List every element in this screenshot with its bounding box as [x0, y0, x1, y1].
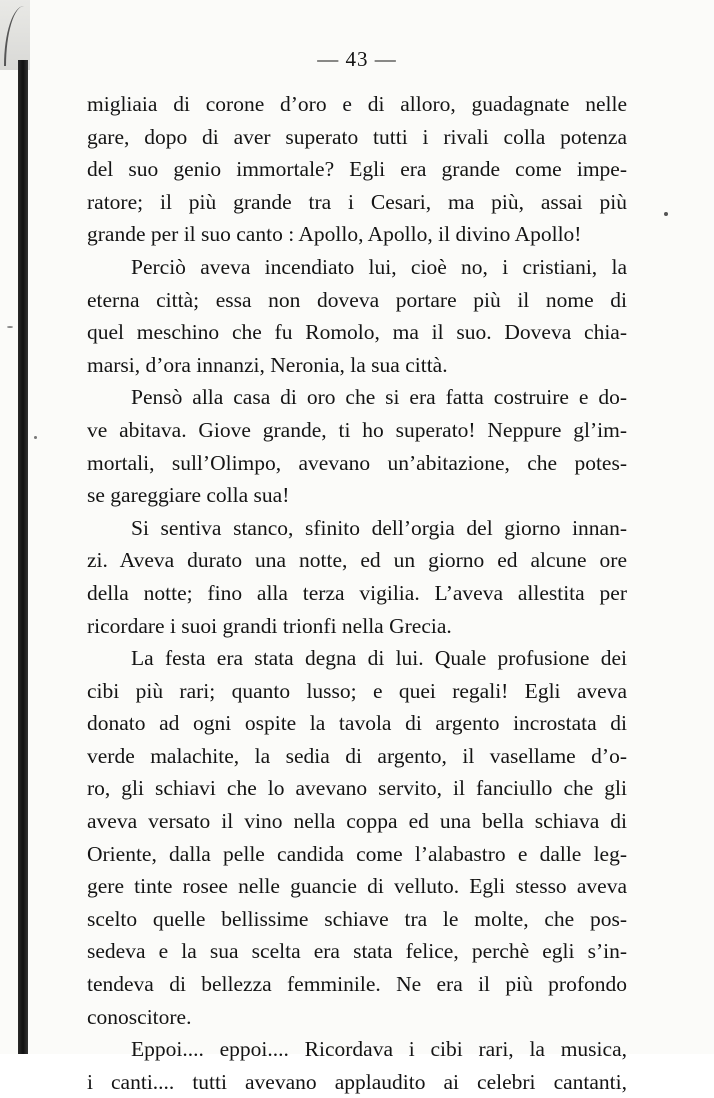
body-text	[87, 88, 627, 1098]
text-line: ve abitava. Giove grande, ti ho superato! Neppure gl’im-	[87, 417, 627, 442]
text-line: Si sentiva stanco, sfinito dell’orgia del giorno innan-	[131, 515, 627, 540]
text-line: conoscitore.	[87, 1004, 192, 1029]
text-line: del suo genio immortale? Egli era grande come impe-	[87, 157, 627, 182]
text-line: migliaia di corone d’oro e di alloro, guadagnate nelle	[87, 92, 627, 116]
text-line: grande per il suo canto : Apollo, Apollo, il divino Apollo!	[87, 222, 582, 247]
text-line: se gareggiare colla sua!	[87, 483, 290, 508]
text-line: gere tinte rosee nelle guancie di velluto. Egli stesso aveva	[87, 874, 627, 899]
text-line: donato ad ogni ospite la tavola di argento incrostata di	[87, 711, 627, 736]
paper-speck	[664, 212, 668, 216]
text-line: mortali, sull’Olimpo, avevano un’abitazione, che potes-	[87, 450, 627, 475]
text-line: Pensò alla casa di oro che si era fatta costruire e do-	[131, 385, 627, 410]
text-line: eterna città; essa non doveva portare più il nome di	[87, 287, 627, 312]
text-line: gare, dopo di aver superato tutti i rivali colla potenza	[87, 124, 627, 149]
text-line: tendeva di bellezza femminile. Ne era il più profondo	[87, 972, 627, 997]
text-line: Eppoi.... eppoi.... Ricordava i cibi rari, la musica,	[131, 1037, 627, 1062]
text-line: Perciò aveva incendiato lui, cioè no, i cristiani, la	[131, 254, 627, 279]
page-number: — 43 —	[317, 47, 397, 71]
text-line: ratore; il più grande tra i Cesari, ma più, assai più	[87, 189, 627, 214]
book-binding-edge	[18, 60, 28, 1054]
text-line: quel meschino che fu Romolo, ma il suo. Doveva chia-	[87, 320, 627, 345]
text-line: sedeva e la sua scelta era stata felice, perchè egli s’in-	[87, 939, 627, 964]
text-line: cibi più rari; quanto lusso; e quei regali! Egli aveva	[87, 678, 627, 703]
text-line: scelto quelle bellissime schiave tra le molte, che pos-	[87, 906, 627, 931]
text-line: Oriente, dalla pelle candida come l’alabastro e dalle leg-	[87, 841, 627, 866]
text-line: ricordare i suoi grandi trionfi nella Grecia.	[87, 613, 452, 638]
paper-speck	[7, 326, 13, 328]
text-line: La festa era stata degna di lui. Quale profusione dei	[131, 646, 627, 671]
text-line: verde malachite, la sedia di argento, il vasellame d’o-	[87, 743, 627, 768]
paper-speck	[34, 436, 37, 439]
text-line: zi. Aveva durato una notte, ed un giorno ed alcune ore	[87, 548, 627, 573]
text-line: i canti.... tutti avevano applaudito ai celebri cantanti,	[87, 1069, 627, 1094]
text-line: marsi, d’ora innanzi, Neronia, la sua città.	[87, 352, 448, 377]
text-line: della notte; fino alla terza vigilia. L’aveva allestita per	[87, 580, 627, 605]
text-line: aveva versato il vino nella coppa ed una bella schiava di	[87, 809, 627, 834]
text-line: ro, gli schiavi che lo avevano servito, il fanciullo che gli	[87, 776, 627, 801]
